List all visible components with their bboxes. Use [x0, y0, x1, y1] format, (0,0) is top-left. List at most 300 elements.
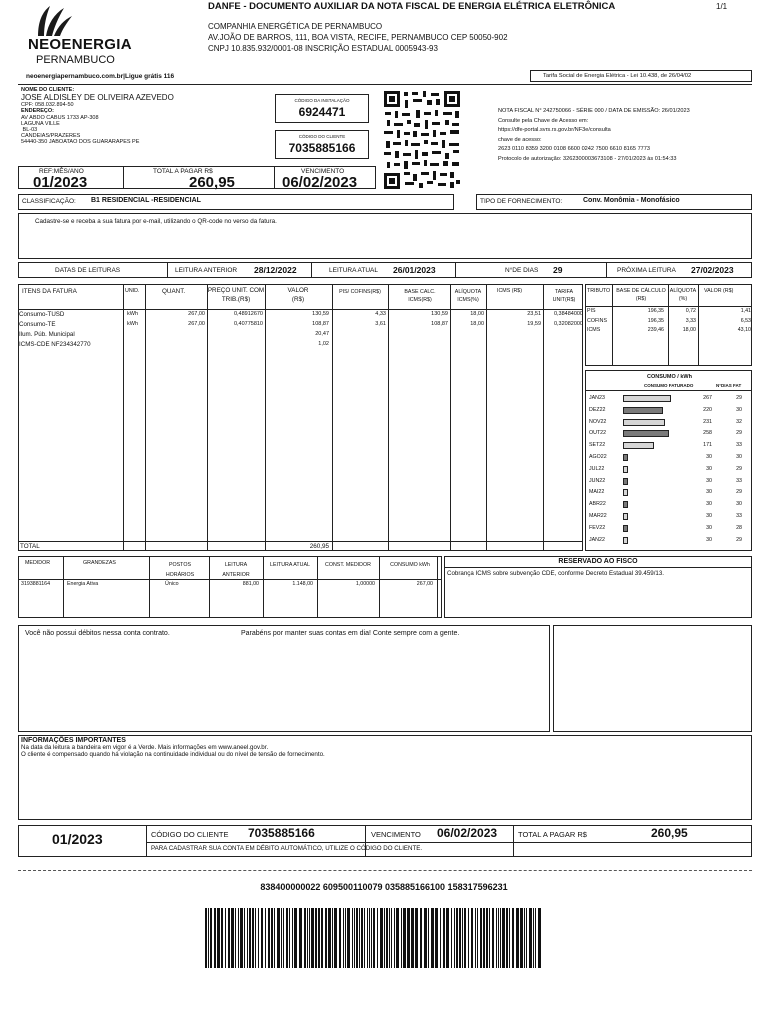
table-cell: 267,00: [188, 321, 205, 327]
barcode-bar: [281, 908, 282, 968]
barcode-bar: [424, 908, 427, 968]
consumo-kwh: 30: [706, 454, 712, 460]
barcode-bar: [332, 908, 333, 968]
nota-fiscal-number: NOTA FISCAL N° 242750066 - SÉRIE 000 / DATA DE EMISSÃO: 26/01/2023: [498, 108, 690, 114]
consumo-row: [586, 476, 753, 487]
consumo-dias: 30: [736, 501, 742, 508]
table-cell: 0,40775810: [233, 321, 263, 327]
barcode-bar: [307, 908, 308, 968]
tributo-row: [586, 327, 753, 337]
barcode-bar: [309, 908, 310, 968]
consumo-row: [586, 417, 753, 428]
table-cell: 0,32082000: [553, 321, 583, 327]
chave-label: chave de acesso:: [498, 136, 542, 143]
tributo-cell: 196,35: [647, 317, 664, 324]
med-header-leitura-atu: LEITURA ATUAL: [270, 562, 310, 568]
barcode-bar: [334, 908, 337, 968]
consumo-month: FEV22: [589, 524, 606, 531]
barcode-bar: [228, 908, 230, 968]
barcode-bar: [371, 908, 372, 968]
med-value-leitura-ant: 881,00: [242, 581, 259, 587]
consumo-kwh: 220: [703, 406, 712, 413]
consumo-row: [586, 452, 753, 463]
table-cell: 0,48912670: [233, 311, 263, 317]
barcode-bar: [462, 908, 463, 968]
consumo-kwh: 30: [706, 477, 712, 484]
avisos-box: [18, 625, 550, 732]
site-contact: neoenergiapernambuco.com.br|Ligue grátis 116: [26, 73, 175, 80]
barcode-bar: [238, 908, 239, 968]
client-code-box: [275, 130, 369, 159]
barcode-bar: [373, 908, 375, 968]
barcode-bar: [268, 908, 270, 968]
barcode-bar: [299, 908, 302, 968]
consumo-month: AGO22: [589, 454, 607, 460]
barcode-bar: [367, 908, 368, 968]
barcode-bar: [480, 908, 482, 968]
itens-table: [18, 284, 583, 551]
protocolo: Protocolo de autorização: 3262300003673108 - 27/01/2023 às 01:54:33: [498, 155, 677, 162]
barcode-bar: [489, 908, 490, 968]
barcode-bar: [403, 908, 406, 968]
barcode-bar: [258, 908, 259, 968]
med-value-grandezas: Energia Ativa: [67, 581, 99, 587]
barcode-bar: [440, 908, 441, 968]
barcode-bar: [225, 908, 226, 968]
consumo-month: JAN23: [589, 395, 605, 401]
trib-header-tributo: TRIBUTO: [587, 288, 611, 294]
client-code-label: CÓDIGO DO CLIENTE: [298, 134, 346, 139]
consumo-dias: 30: [736, 406, 742, 413]
barcode-bar: [506, 908, 508, 968]
table-row: [19, 321, 584, 331]
tributo-cell: 43,10: [737, 327, 751, 333]
col-header-icms: ICMS (R$): [497, 288, 523, 294]
table-cell: 130,59: [431, 311, 448, 317]
consumo-kwh: 267: [703, 395, 712, 401]
ref-month: 01/2023: [33, 174, 88, 191]
stub-client-label: CÓDIGO DO CLIENTE: [151, 830, 229, 839]
barcode-bar: [214, 908, 216, 968]
barcode-bar: [292, 908, 293, 968]
aviso-debitos: Você não possui débitos nessa conta contrato.: [25, 630, 170, 637]
med-value-medidor: 3193881164: [21, 581, 51, 587]
tributo-row: [586, 318, 753, 328]
table-cell: 130,59: [312, 311, 329, 317]
consumo-kwh: 30: [706, 501, 712, 508]
barcode-bar: [502, 908, 505, 968]
barcode-bar: [492, 908, 494, 968]
total-row-value: 260,95: [309, 543, 329, 550]
barcode-bar: [384, 908, 385, 968]
consumo-row: [586, 464, 753, 475]
barcode-bar: [315, 908, 317, 968]
classificacao-box: [18, 194, 454, 210]
med-value-consumo: 267,00: [416, 581, 433, 587]
barcode-bar: [456, 908, 458, 968]
barcode-bar: [221, 908, 223, 968]
barcode-bar: [255, 908, 256, 968]
consumo-row: [586, 499, 753, 510]
barcode-bar: [471, 908, 473, 968]
tributo-row: [586, 308, 753, 318]
col-header-preco: PREÇO UNIT. COM TRIB.(R$): [207, 287, 265, 303]
trib-header-valor: VALOR (R$): [704, 288, 734, 294]
proxima-leitura-label: PRÓXIMA LEITURA: [617, 267, 676, 274]
consumo-bar: [623, 489, 628, 496]
consumo-dias: 33: [736, 442, 742, 449]
consumo-bar: [623, 395, 671, 402]
barcode-bar: [420, 908, 422, 968]
barcode-bar: [304, 908, 306, 968]
stub-total-value: 260,95: [651, 826, 688, 840]
leitura-anterior: 28/12/2022: [254, 265, 297, 275]
stub-total-label: TOTAL A PAGAR R$: [518, 830, 587, 839]
datas-label: DATAS DE LEITURAS: [55, 267, 121, 274]
barcode-icon: [205, 908, 543, 968]
barcode-bar: [311, 908, 314, 968]
consumo-bar: [623, 407, 663, 414]
consumo-month: SET22: [589, 442, 606, 449]
total-row-label: TOTAL: [20, 543, 40, 550]
message-text: Cadastre-se e receba a sua fatura por e-mail, utilizando o QR-code no verso da fatura.: [35, 218, 277, 225]
consumo-bar: [623, 419, 665, 426]
table-row: [19, 311, 584, 321]
company-address: AV.JOÃO DE BARROS, 111, BOA VISTA, RECIFE, PERNAMBUCO CEP 50050-902: [208, 33, 508, 42]
barcode-bar: [354, 908, 355, 968]
consumo-month: MAR22: [589, 513, 607, 519]
payment-stub: [18, 825, 752, 857]
cut-line: [18, 870, 752, 871]
med-value-leitura-atu: 1.148,00: [292, 581, 313, 587]
tributos-table: [585, 284, 752, 366]
company-name: COMPANHIA ENERGÉTICA DE PERNAMBUCO: [208, 22, 383, 31]
consumo-month: JUN22: [589, 477, 606, 484]
consumo-dias: 29: [736, 430, 742, 437]
tributo-cell: 3,33: [685, 317, 696, 324]
consumo-dias: 33: [736, 513, 742, 519]
col-header-pis: PIS/ COFINS(R$): [339, 289, 381, 295]
consumo-title: CONSUMO / kWh: [647, 374, 692, 380]
qr-code-icon[interactable]: [383, 90, 461, 190]
client-name-label: NOME DO CLIENTE:: [21, 87, 75, 93]
info-box: [18, 735, 752, 820]
consumo-dias: 29: [736, 465, 742, 472]
barcode-bar: [509, 908, 510, 968]
tributo-cell: 6,53: [740, 317, 751, 324]
med-header-const: CONST. MEDIDOR: [325, 562, 371, 568]
consumo-bar: [623, 454, 628, 461]
consumo-row: [586, 428, 753, 439]
fisco-text: Cobrança ICMS sobre subvenção CDE, conforme Decreto Estadual 39.459/13.: [447, 570, 665, 577]
consumo-kwh: 30: [706, 489, 712, 496]
tributo-cell: PIS: [587, 308, 596, 314]
consumo-history: [585, 370, 752, 551]
barcode-bar: [500, 908, 501, 968]
barcode-bar: [345, 908, 346, 968]
col-header-item: ITENS DA FATURA: [22, 288, 77, 295]
classificacao-label: CLASSIFICAÇÃO:: [22, 198, 76, 205]
doc-title: DANFE - DOCUMENTO AUXILIAR DA NOTA FISCAL DE ENERGIA ELÉTRICA ELETRÔNICA: [208, 1, 616, 12]
consumo-kwh: 30: [706, 524, 712, 531]
barcode-bar: [252, 908, 254, 968]
barcode-bar: [411, 908, 414, 968]
col-header-base: BASE CALC. ICMS(R$): [404, 289, 436, 303]
table-cell: kWh: [127, 321, 138, 327]
barcode-bar: [347, 908, 350, 968]
med-value-const: 1,00000: [355, 581, 375, 587]
table-cell: 108,87: [312, 321, 329, 327]
barcode-bar: [283, 908, 284, 968]
table-cell: 20,47: [315, 331, 329, 337]
barcode-bar: [396, 908, 399, 968]
barcode-bar: [407, 908, 410, 968]
page-number: 1/1: [716, 2, 728, 11]
consumo-row: [586, 487, 753, 498]
barcode-bar: [343, 908, 344, 968]
table-cell: 3,61: [375, 321, 386, 327]
table-cell: Consumo-TUSD: [19, 311, 65, 318]
barcode-bar: [274, 908, 275, 968]
barcode-bar: [325, 908, 327, 968]
table-cell: 4,33: [375, 311, 386, 317]
tipo-fornecimento-box: [476, 194, 752, 210]
barcode-bar: [394, 908, 395, 968]
barcode-bar: [389, 908, 390, 968]
col-header-aliquota: ALÍQUOTA ICMS(%): [454, 289, 482, 303]
consumo-kwh: 258: [703, 430, 712, 437]
consumo-dias: 32: [736, 418, 742, 425]
table-cell: 108,87: [431, 321, 448, 327]
tarifa-social-box: [530, 70, 752, 82]
barcode-bar: [271, 908, 273, 968]
consumo-kwh: 30: [706, 465, 712, 472]
client-address-label: ENDEREÇO:: [21, 108, 55, 114]
consumo-dias: 29: [736, 395, 742, 401]
consumo-month: MAI22: [589, 489, 605, 496]
barcode-bar: [244, 908, 245, 968]
info-line-2: O cliente é compensado quando há violação na continuidade individual ou do nível de tensão de fornecimento.: [21, 751, 325, 758]
due-label: VENCIMENTO: [301, 168, 345, 175]
tributo-cell: COFINS: [587, 317, 608, 324]
dias-value: 29: [553, 265, 563, 275]
consumo-col-faturado: CONSUMO FATURADO: [644, 383, 694, 388]
table-cell: kWh: [127, 311, 138, 317]
barcode-bar: [231, 908, 234, 968]
barcode-bar: [464, 908, 466, 968]
barcode-bar: [451, 908, 452, 968]
barcode-bar: [359, 908, 360, 968]
client-address-4: CANDEIAS/PRAZERES: [21, 133, 81, 139]
installation-code-box: [275, 94, 369, 123]
consumo-bar: [623, 537, 628, 544]
header-divider: [18, 84, 752, 85]
barcode-bar: [533, 908, 534, 968]
consumo-bar: [623, 430, 669, 437]
barcode-bar: [210, 908, 212, 968]
consumo-kwh: 231: [703, 418, 712, 425]
barcode-bar: [415, 908, 418, 968]
barcode-bar: [498, 908, 499, 968]
tributo-cell: 239,46: [647, 327, 664, 333]
tipo-fornecimento-value: Conv. Monômia - Monofásico: [583, 197, 680, 204]
consumo-bar: [623, 478, 628, 485]
med-header-grandezas: GRANDEZAS: [83, 560, 116, 566]
barcode-bar: [435, 908, 438, 968]
barcode-bar: [386, 908, 388, 968]
table-cell: 18,00: [470, 321, 484, 327]
total-label: TOTAL A PAGAR R$: [153, 168, 213, 175]
consumo-dias: 29: [736, 489, 742, 496]
med-header-postos: POSTOS HORÁRIOS: [165, 562, 195, 578]
consumo-month: ABR22: [589, 501, 606, 508]
message-box: [18, 213, 752, 259]
barcode-bar: [459, 908, 461, 968]
barcode-bar: [277, 908, 280, 968]
stub-client-code: 7035885166: [248, 826, 315, 840]
barcode-bar: [356, 908, 358, 968]
tributo-cell: 0,72: [685, 308, 696, 314]
info-line-1: Na data da leitura a bandeira em vigor é a Verde. Mais informações em www.aneel.gov.br.: [21, 744, 269, 751]
table-cell: 1,02: [318, 341, 329, 347]
tipo-fornecimento-label: TIPO DE FORNECIMENTO:: [480, 198, 563, 205]
barcode-bar: [261, 908, 263, 968]
barcode-bar: [529, 908, 532, 968]
client-name: JOSE ALDISLEY DE OLIVEIRA AZEVEDO: [21, 93, 174, 102]
classificacao-value: B1 RESIDENCIAL -RESIDENCIAL: [91, 197, 201, 204]
consumo-col-dias: N°DIAS FAT: [716, 383, 742, 388]
barcode-bar: [240, 908, 243, 968]
barcode-bar: [321, 908, 323, 968]
barcode-bar: [401, 908, 402, 968]
barcode-bar: [235, 908, 236, 968]
consumo-month: JUL22: [589, 465, 605, 472]
proxima-leitura: 27/02/2023: [691, 265, 734, 275]
summary-box: [18, 166, 376, 189]
barcode-bar: [289, 908, 290, 968]
stub-due-label: VENCIMENTO: [371, 830, 421, 839]
consumo-dias: 29: [736, 536, 742, 543]
trib-header-aliquota: ALÍQUOTA (%): [669, 288, 697, 302]
med-header-consumo: CONSUMO kWh: [390, 562, 430, 568]
barcode-bar: [454, 908, 455, 968]
consulta-label: Consulte pela Chave de Acesso em:: [498, 117, 589, 124]
barcode-bar: [208, 908, 209, 968]
table-cell: ICMS-CDE NF234342770: [19, 341, 91, 348]
barcode-bar: [475, 908, 476, 968]
nota-fiscal-info: [498, 107, 753, 164]
installation-code: 6924471: [298, 105, 346, 119]
tributo-cell: ICMS: [587, 327, 601, 333]
side-blank-box: [553, 625, 752, 732]
stub-due-date: 06/02/2023: [437, 826, 498, 840]
consumo-kwh: 171: [703, 442, 712, 449]
leitura-atual-label: LEITURA ATUAL: [329, 267, 379, 274]
barcode-bar: [265, 908, 266, 968]
consumo-month: DEZ22: [589, 406, 606, 413]
ref-label: REF:MÊS/ANO: [39, 168, 84, 175]
col-header-valor: VALOR (R$): [287, 287, 309, 303]
barcode-bar: [443, 908, 445, 968]
consumo-row: [586, 393, 753, 404]
barcode-bar: [339, 908, 341, 968]
consumo-bar: [623, 466, 628, 473]
barcode-bar: [294, 908, 297, 968]
trib-header-base: BASE DE CÁLCULO (R$): [616, 288, 666, 302]
consumo-month: OUT22: [589, 430, 607, 437]
barcode-bar: [496, 908, 497, 968]
client-cpf: CPF: 058.032.894-50: [21, 102, 74, 108]
consumo-row: [586, 523, 753, 534]
consumo-kwh: 30: [706, 536, 712, 543]
stub-ref: 01/2023: [52, 831, 103, 847]
barcode-bar: [217, 908, 220, 968]
barcode-bar: [286, 908, 288, 968]
consumo-dias: 28: [736, 524, 742, 531]
barcode-bar: [377, 908, 378, 968]
barcode-bar: [477, 908, 478, 968]
tributo-cell: 18,00: [682, 327, 696, 333]
client-block: [21, 87, 271, 145]
barcode-bar: [369, 908, 370, 968]
aviso-parabens: Parabéns por manter suas contas em dia! Conte sempre com a gente.: [241, 630, 460, 637]
table-row: [19, 341, 584, 351]
leitura-atual: 26/01/2023: [393, 265, 436, 275]
barcode-bar: [364, 908, 365, 968]
consumo-bar: [623, 501, 628, 508]
tributo-cell: 196,35: [647, 308, 664, 314]
consulta-url[interactable]: https://dfe-portal.svrs.rs.gov.br/NF3e/consulta: [498, 127, 611, 133]
brand-region: PERNAMBUCO: [36, 54, 115, 66]
med-header-leitura-ant: LEITURA ANTERIOR: [222, 562, 250, 578]
consumo-row: [586, 535, 753, 546]
brand-name: NEOENERGIA: [28, 36, 132, 53]
leituras-box: [18, 262, 752, 278]
client-address-5: 54440-350 JABOATAO DOS GUARARAPES PE: [21, 139, 140, 145]
leitura-anterior-label: LEITURA ANTERIOR: [175, 267, 238, 274]
barcode-bar: [526, 908, 527, 968]
col-header-quant: QUANT.: [162, 288, 186, 295]
table-cell: Consumo-TE: [19, 321, 56, 328]
table-cell: Ilum. Púb. Municipal: [19, 331, 75, 338]
barcode-bar: [483, 908, 485, 968]
consumo-dias: 30: [736, 454, 742, 460]
barcode-bar: [352, 908, 353, 968]
barcode-bar: [524, 908, 525, 968]
due-date: 06/02/2023: [282, 174, 358, 191]
info-title: INFORMAÇÕES IMPORTANTES: [21, 737, 126, 744]
barcode-number: 838400000022 609500110079 035885166100 158317596231: [260, 882, 508, 892]
fisco-box: [444, 556, 752, 618]
tributo-cell: 1,41: [740, 308, 751, 314]
barcode-bar: [247, 908, 248, 968]
client-address-3: BL-03: [21, 127, 38, 133]
tarifa-social-text: Tarifa Social de Energia Elétrica - Lei 10.438, de 26/04/02: [543, 73, 692, 79]
barcode-bar: [431, 908, 434, 968]
barcode-bar: [249, 908, 251, 968]
table-row: [19, 331, 584, 341]
barcode-bar: [391, 908, 392, 968]
consumo-month: NOV22: [589, 418, 607, 425]
client-address-1: AV ABDO CABUS 1733 AP-308: [21, 115, 99, 121]
table-cell: 23,51: [527, 311, 541, 317]
barcode-bar: [428, 908, 429, 968]
leaf-logo-icon: [32, 4, 76, 38]
consumo-row: [586, 440, 753, 451]
consumo-month: JAN22: [589, 536, 605, 543]
barcode-bar: [486, 908, 488, 968]
dias-label: N°DE DIAS: [505, 267, 539, 274]
